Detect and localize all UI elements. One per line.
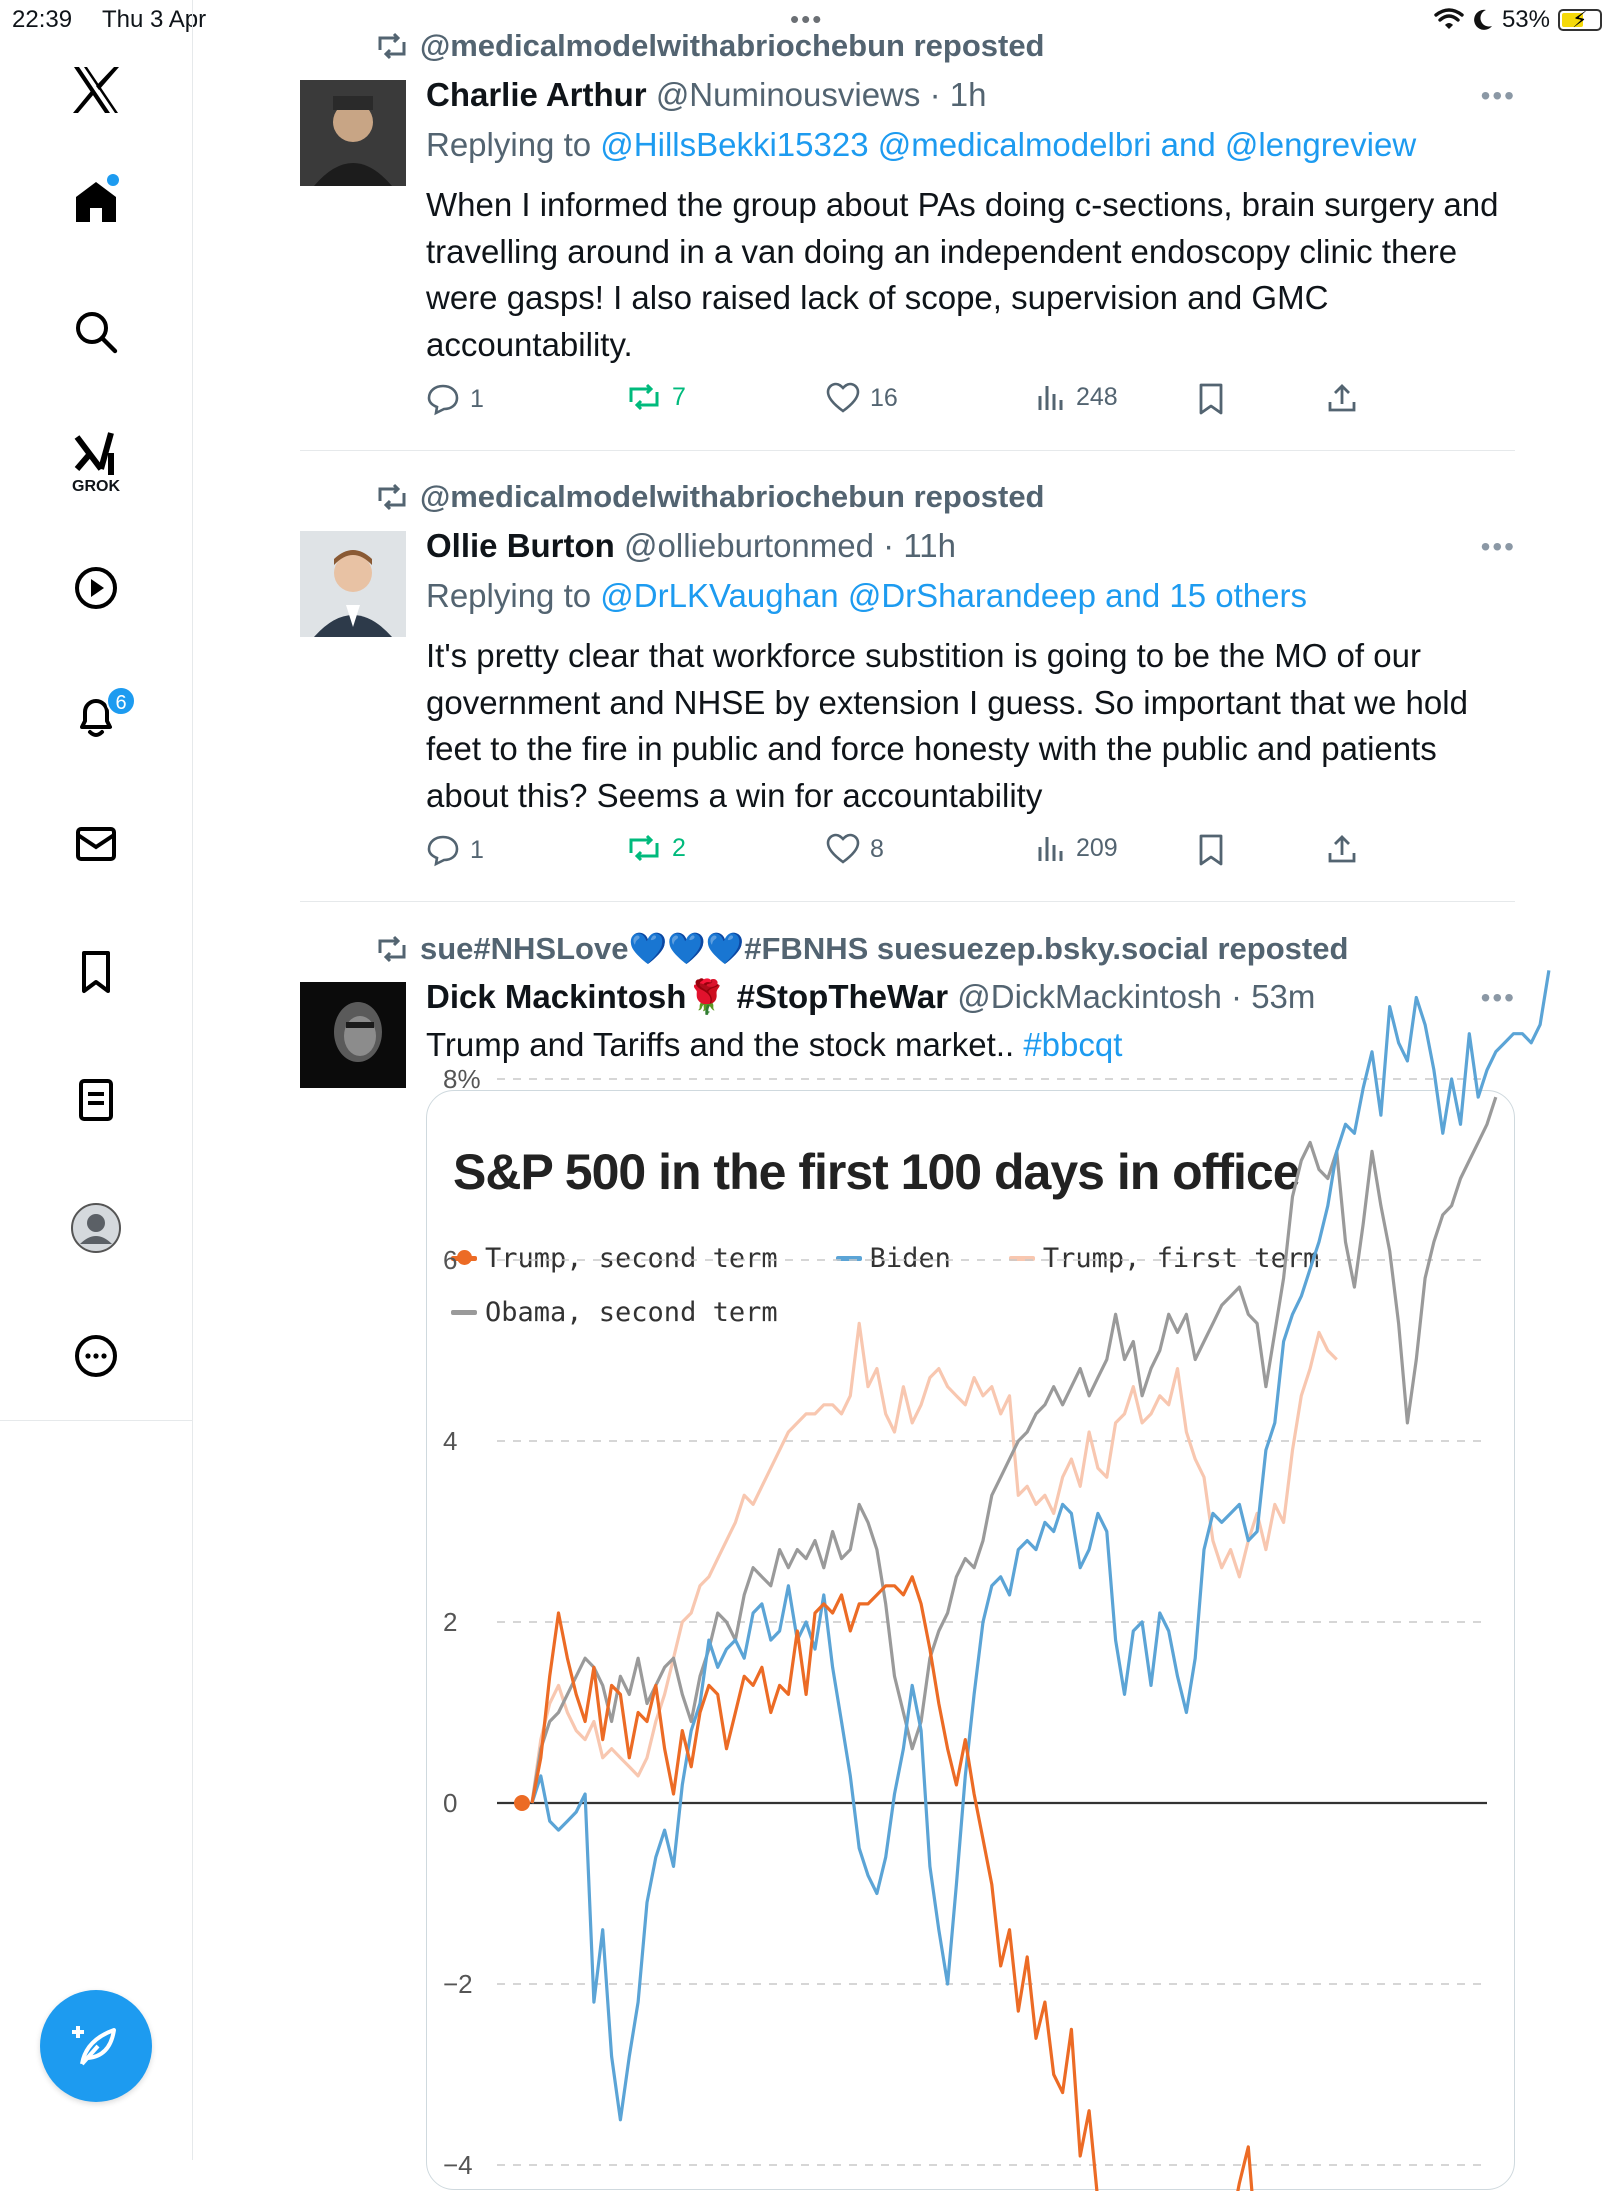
profile-avatar-icon[interactable] (66, 1198, 126, 1258)
author-name[interactable]: Dick Mackintosh🌹 #StopTheWar (426, 978, 949, 1015)
search-icon[interactable] (66, 302, 126, 362)
post-actions (426, 833, 1406, 873)
bookmarks-icon[interactable] (66, 942, 126, 1002)
compose-post-button[interactable] (40, 1990, 152, 2102)
post-time[interactable]: 53m (1251, 978, 1316, 1015)
bookmark-icon (1196, 382, 1226, 416)
post-text (426, 1022, 1516, 1069)
x-logo-icon[interactable] (66, 60, 126, 120)
legend-label: Trump, first term (1042, 1243, 1320, 1274)
replying-to (426, 126, 1416, 164)
reply-icon (426, 382, 460, 416)
replying-to-users[interactable]: @HillsBekki15323 @medicalmodelbri and @lengreview (600, 126, 1417, 163)
post-header: Charlie Arthur @Numinousviews · 1h (426, 76, 987, 113)
home-unread-dot (107, 174, 119, 186)
share-button[interactable] (1326, 833, 1358, 865)
chart-title: S&P 500 in the first 100 days in office (453, 1144, 1300, 1200)
series-line (532, 1323, 1337, 1803)
share-button[interactable] (1326, 382, 1358, 414)
status-date: Thu 3 Apr (102, 6, 207, 33)
y-tick-label: 4 (443, 1426, 458, 1456)
compose-feather-icon (68, 2018, 124, 2074)
grok-label: GROK (72, 478, 120, 495)
views-button[interactable] (1036, 833, 1118, 863)
post-time[interactable]: 1h (949, 76, 987, 113)
series-line (532, 1097, 1496, 1803)
repost-icon (376, 935, 408, 963)
view-count: 248 (1076, 382, 1118, 411)
post-more-icon[interactable]: ••• (1480, 982, 1516, 1013)
lists-icon[interactable] (66, 1070, 126, 1130)
y-tick-label: 0 (443, 1788, 458, 1818)
bookmark-icon (1196, 833, 1226, 867)
reply-button[interactable] (426, 833, 484, 867)
post-text: When I informed the group about PAs doing c-sections, brain surgery and travelling around in a van doing an independent endoscopy clinic there were gasps! I also raised lack of scope, supervision and GMC accountability. (426, 186, 1499, 363)
post-more-icon[interactable]: ••• (1480, 531, 1516, 562)
post-header: Ollie Burton @ollieburtonmed · 11h (426, 527, 956, 564)
messages-mail-icon[interactable] (66, 814, 126, 874)
avatar[interactable] (300, 80, 406, 186)
post-body-text: Trump and Tariffs and the stock market.. (426, 1026, 1015, 1063)
heart-icon (826, 382, 860, 414)
y-tick-label: 2 (443, 1607, 458, 1637)
post-divider (300, 901, 1515, 902)
wifi-icon (1434, 8, 1464, 32)
post-header: Dick Mackintosh🌹 #StopTheWar @DickMackintosh · 53m (426, 978, 1316, 1015)
repost-icon (376, 483, 408, 511)
y-tick-label: −2 (443, 1969, 473, 1999)
share-icon (1326, 833, 1358, 865)
views-chart-icon (1036, 382, 1066, 412)
sp500-line-chart (427, 1064, 1516, 2191)
author-name[interactable]: Charlie Arthur (426, 76, 647, 113)
multitask-dots-icon[interactable]: ••• (790, 4, 824, 34)
reply-count: 1 (470, 384, 484, 413)
author-handle[interactable]: @Numinousviews (655, 76, 921, 113)
more-options-icon[interactable] (66, 1326, 126, 1386)
like-button[interactable] (826, 382, 898, 414)
repost-by-text[interactable]: sue#NHSLove💙💙💙#FBNHS suesuezep.bsky.social reposted (420, 931, 1349, 966)
bookmark-button[interactable] (1196, 382, 1226, 416)
battery-icon: ⚡ (1558, 9, 1602, 31)
sidebar-divider (0, 1420, 193, 1421)
sidebar (0, 0, 193, 2160)
reply-count: 1 (470, 835, 484, 864)
views-chart-icon (1036, 833, 1066, 863)
video-play-icon[interactable] (66, 558, 126, 618)
like-button[interactable] (826, 833, 884, 865)
grok-icon[interactable] (66, 424, 126, 484)
repost-button[interactable] (626, 382, 686, 412)
legend-label: Obama, second term (485, 1297, 778, 1328)
repost-button[interactable] (626, 833, 686, 863)
repost-by-text[interactable]: @medicalmodelwithabriochebun reposted (420, 28, 1045, 63)
avatar[interactable] (300, 531, 406, 637)
share-icon (1326, 382, 1358, 414)
replying-to-users[interactable]: @DrLKVaughan @DrSharandeep and 15 others (600, 577, 1307, 614)
post-text: It's pretty clear that workforce substition is going to be the MO of our government and NHSE by extension I guess. So important that we hold feet to the fire in public and force honesty with the public and patients about this? Seems a win for accountability (426, 637, 1468, 814)
replying-prefix: Replying to (426, 577, 592, 614)
author-name[interactable]: Ollie Burton (426, 527, 615, 564)
moon-icon (1472, 8, 1494, 32)
repost-indicator (376, 479, 1045, 515)
like-count: 16 (870, 383, 898, 412)
y-tick-label: −4 (443, 2150, 473, 2180)
post-actions (426, 382, 1406, 422)
status-right (1434, 6, 1602, 34)
heart-icon (826, 833, 860, 865)
legend-label: Trump, second term (485, 1243, 778, 1274)
repost-by-text[interactable]: @medicalmodelwithabriochebun reposted (420, 479, 1045, 514)
repost-icon (626, 382, 662, 412)
battery-percent: 53% (1501, 6, 1550, 33)
view-count: 209 (1076, 833, 1118, 862)
views-button[interactable] (1036, 382, 1118, 412)
y-tick-label: 6 (443, 1245, 458, 1275)
reply-icon (426, 833, 460, 867)
chart-image-card[interactable] (426, 1064, 1515, 2190)
repost-icon (376, 32, 408, 60)
bookmark-button[interactable] (1196, 833, 1226, 867)
legend-label: Biden (869, 1243, 951, 1274)
repost-indicator (376, 28, 1045, 64)
author-handle[interactable]: @ollieburtonmed (624, 527, 874, 564)
y-tick-label: 8% (443, 1064, 481, 1094)
replying-to (426, 577, 1307, 615)
series-line (532, 970, 1549, 2119)
post-time[interactable]: 11h (903, 527, 956, 564)
avatar[interactable] (300, 982, 406, 1088)
hashtag-link[interactable]: #bbcqt (1023, 1026, 1123, 1063)
like-count: 8 (870, 834, 884, 863)
series-start-marker (514, 1795, 530, 1811)
reply-button[interactable] (426, 382, 484, 416)
repost-icon (626, 833, 662, 863)
repost-count: 2 (672, 833, 686, 862)
notifications-badge: 6 (106, 686, 136, 716)
post-divider (300, 450, 1515, 451)
status-time: 22:39 (12, 6, 73, 33)
series-line (532, 1577, 1337, 2191)
repost-count: 7 (672, 382, 686, 411)
repost-indicator (376, 930, 1348, 967)
replying-prefix: Replying to (426, 126, 592, 163)
author-handle[interactable]: @DickMackintosh (957, 978, 1222, 1015)
post-more-icon[interactable]: ••• (1480, 80, 1516, 111)
